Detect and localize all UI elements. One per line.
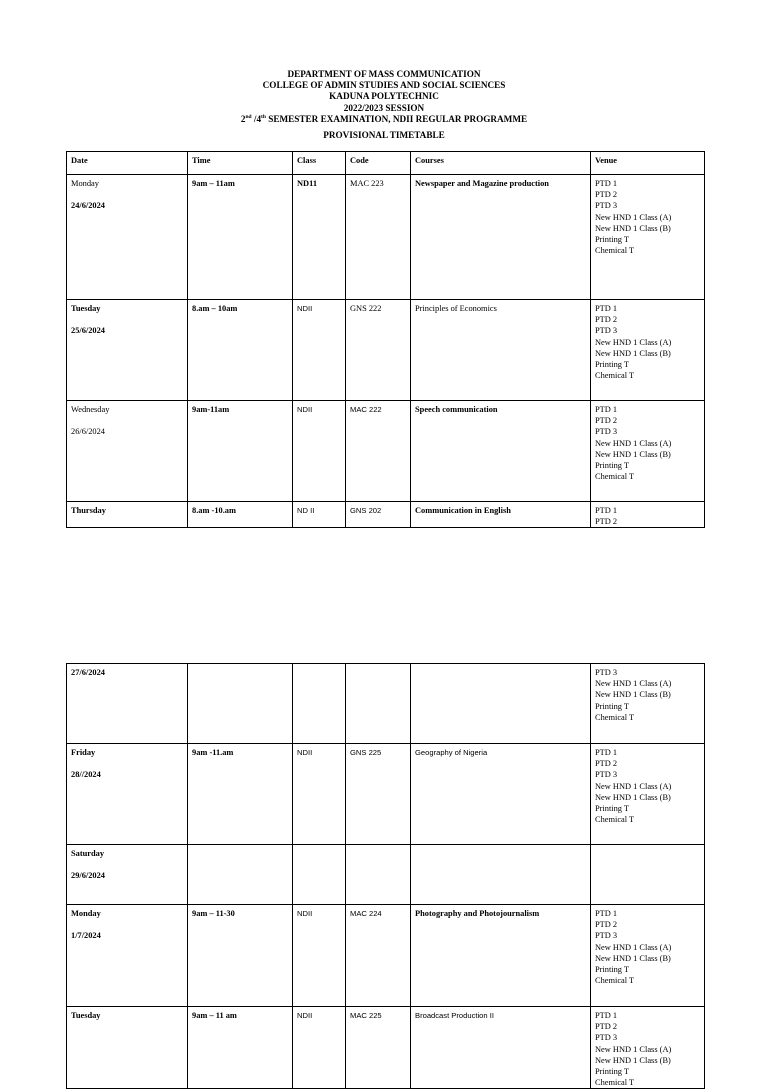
institution-title: KADUNA POLYTECHNIC bbox=[329, 91, 439, 102]
column-header-code: Code bbox=[346, 152, 411, 175]
code-cell bbox=[346, 664, 411, 744]
venue-item: Chemical T bbox=[595, 1078, 635, 1088]
code-cell: MAC 225 bbox=[346, 1007, 411, 1089]
venue-cell bbox=[591, 175, 705, 300]
venue-item: PTD 2 bbox=[595, 759, 618, 769]
venue-cell bbox=[591, 300, 705, 401]
table-row bbox=[67, 744, 705, 845]
course-cell: Broadcast Production II bbox=[411, 1007, 591, 1089]
venue-item: PTD 3 bbox=[595, 668, 618, 677]
date-cell: Thursday bbox=[67, 502, 188, 528]
venue-item: Printing T bbox=[595, 965, 630, 975]
code-cell: MAC 224 bbox=[346, 905, 411, 1007]
table-row bbox=[67, 175, 705, 300]
venue-cell bbox=[591, 905, 705, 1007]
venue-item: PTD 2 bbox=[595, 517, 618, 527]
venue-item: PTD 3 bbox=[595, 1033, 618, 1043]
time-cell: 9am-11am bbox=[188, 401, 293, 502]
course-cell bbox=[411, 664, 591, 744]
time-cell: 8.am -10.am bbox=[188, 502, 293, 528]
venue-item: PTD 1 bbox=[595, 506, 618, 515]
venue-item: PTD 2 bbox=[595, 920, 618, 930]
venue-cell bbox=[591, 744, 705, 845]
class-cell bbox=[293, 664, 346, 744]
venue-cell bbox=[591, 502, 705, 528]
course-cell: Speech communication bbox=[411, 401, 591, 502]
venue-item: PTD 2 bbox=[595, 1022, 618, 1032]
venue-item: New HND 1 Class (B) bbox=[595, 449, 671, 459]
date-cell: Friday 28//2024 bbox=[67, 744, 188, 845]
class-cell bbox=[293, 845, 346, 905]
date-cell: 27/6/2024 bbox=[67, 664, 188, 744]
department-title: DEPARTMENT OF MASS COMMUNICATION bbox=[287, 69, 481, 79]
code-cell bbox=[346, 845, 411, 905]
venue-item: PTD 3 bbox=[595, 770, 618, 780]
column-header-venue: Venue bbox=[591, 152, 705, 175]
venue-item: Chemical T bbox=[595, 712, 635, 722]
venue-item: New HND 1 Class (A) bbox=[595, 212, 672, 222]
venue-item: PTD 1 bbox=[595, 909, 618, 918]
table-row bbox=[67, 845, 705, 905]
date-cell: Tuesday 25/6/2024 bbox=[67, 300, 188, 401]
venue-item: Chemical T bbox=[595, 246, 635, 256]
venue-item: Chemical T bbox=[595, 472, 635, 482]
class-cell: NDII bbox=[293, 300, 346, 401]
venue-cell bbox=[591, 401, 705, 502]
venue-item: PTD 3 bbox=[595, 201, 618, 211]
venue-item: New HND 1 Class (B) bbox=[595, 792, 671, 802]
venue-item: New HND 1 Class (A) bbox=[595, 1044, 672, 1054]
time-cell: 9am – 11am bbox=[188, 175, 293, 300]
class-cell: ND II bbox=[293, 502, 346, 528]
code-cell: MAC 223 bbox=[346, 175, 411, 300]
time-cell bbox=[188, 845, 293, 905]
column-header-date: Date bbox=[67, 152, 188, 175]
venue-item: Printing T bbox=[595, 461, 630, 471]
column-header-courses: Courses bbox=[411, 152, 591, 175]
venue-item: PTD 1 bbox=[595, 304, 618, 313]
venue-item: New HND 1 Class (B) bbox=[595, 348, 671, 358]
table-row bbox=[67, 401, 705, 502]
venue-item: PTD 2 bbox=[595, 416, 618, 426]
venue-item: New HND 1 Class (B) bbox=[595, 953, 671, 963]
venue-item: PTD 2 bbox=[595, 190, 618, 200]
course-cell: Geography of Nigeria bbox=[411, 744, 591, 845]
venue-item: PTD 3 bbox=[595, 326, 618, 336]
venue-cell bbox=[591, 1007, 705, 1089]
venue-item: Printing T bbox=[595, 235, 630, 245]
column-header-time: Time bbox=[188, 152, 293, 175]
venue-item: New HND 1 Class (A) bbox=[595, 337, 672, 347]
class-cell: NDII bbox=[293, 1007, 346, 1089]
venue-item: PTD 3 bbox=[595, 931, 618, 941]
venue-item: PTD 1 bbox=[595, 748, 618, 757]
venue-item: New HND 1 Class (A) bbox=[595, 679, 672, 689]
time-cell: 9am – 11 am bbox=[188, 1007, 293, 1089]
venue-item: Printing T bbox=[595, 804, 630, 814]
class-cell: ND11 bbox=[293, 175, 346, 300]
course-cell: Newspaper and Magazine production bbox=[411, 175, 591, 300]
venue-cell bbox=[591, 664, 705, 744]
date-cell: Saturday 29/6/2024 bbox=[67, 845, 188, 905]
date-cell: Monday 24/6/2024 bbox=[67, 175, 188, 300]
time-cell: 8.am – 10am bbox=[188, 300, 293, 401]
course-cell: Photography and Photojournalism bbox=[411, 905, 591, 1007]
course-cell: Principles of Economics bbox=[411, 300, 591, 401]
venue-item: Chemical T bbox=[595, 976, 635, 986]
table-header-row bbox=[67, 152, 705, 175]
venue-item: New HND 1 Class (A) bbox=[595, 942, 672, 952]
timetable-part-2 bbox=[66, 663, 705, 1089]
column-header-class: Class bbox=[293, 152, 346, 175]
venue-item: New HND 1 Class (A) bbox=[595, 438, 672, 448]
venue-item: Chemical T bbox=[595, 371, 635, 381]
venue-item: PTD 1 bbox=[595, 179, 618, 188]
venue-item: PTD 2 bbox=[595, 315, 618, 325]
venue-item: PTD 1 bbox=[595, 405, 618, 414]
venue-item: Printing T bbox=[595, 360, 630, 370]
date-cell: Wednesday 26/6/2024 bbox=[67, 401, 188, 502]
semester-title: 2nd /4th SEMESTER EXAMINATION, NDII REGULAR PROGRAMME bbox=[240, 113, 528, 124]
venue-item: PTD 1 bbox=[595, 1011, 618, 1020]
table-row bbox=[67, 502, 705, 528]
venue-item: Printing T bbox=[595, 1067, 630, 1077]
code-cell: GNS 222 bbox=[346, 300, 411, 401]
code-cell: MAC 222 bbox=[346, 401, 411, 502]
session-title: 2022/2023 SESSION bbox=[343, 102, 425, 113]
course-cell: Communication in English bbox=[411, 502, 591, 528]
date-cell: Tuesday bbox=[67, 1007, 188, 1089]
course-cell bbox=[411, 845, 591, 905]
venue-item: New HND 1 Class (B) bbox=[595, 223, 671, 233]
timetable-subtitle: PROVISIONAL TIMETABLE bbox=[323, 130, 445, 140]
code-cell: GNS 202 bbox=[346, 502, 411, 528]
class-cell: NDII bbox=[293, 401, 346, 502]
venue-item: New HND 1 Class (A) bbox=[595, 781, 672, 791]
document-header bbox=[0, 69, 768, 125]
time-cell: 9am -11.am bbox=[188, 744, 293, 845]
class-cell: NDII bbox=[293, 905, 346, 1007]
time-cell bbox=[188, 664, 293, 744]
time-cell: 9am – 11-30 bbox=[188, 905, 293, 1007]
date-cell: Monday 1/7/2024 bbox=[67, 905, 188, 1007]
venue-cell bbox=[591, 845, 705, 905]
timetable-part-1 bbox=[66, 151, 705, 528]
table-row bbox=[67, 1007, 705, 1089]
code-cell: GNS 225 bbox=[346, 744, 411, 845]
class-cell: NDII bbox=[293, 744, 346, 845]
table-row bbox=[67, 664, 705, 744]
venue-item: New HND 1 Class (B) bbox=[595, 690, 671, 700]
venue-item: Printing T bbox=[595, 701, 630, 711]
venue-item: PTD 3 bbox=[595, 427, 618, 437]
table-row bbox=[67, 905, 705, 1007]
venue-item: New HND 1 Class (B) bbox=[595, 1055, 671, 1065]
venue-item: Chemical T bbox=[595, 815, 635, 825]
table-row bbox=[67, 300, 705, 401]
college-title: COLLEGE OF ADMIN STUDIES AND SOCIAL SCIENCES bbox=[262, 80, 506, 91]
